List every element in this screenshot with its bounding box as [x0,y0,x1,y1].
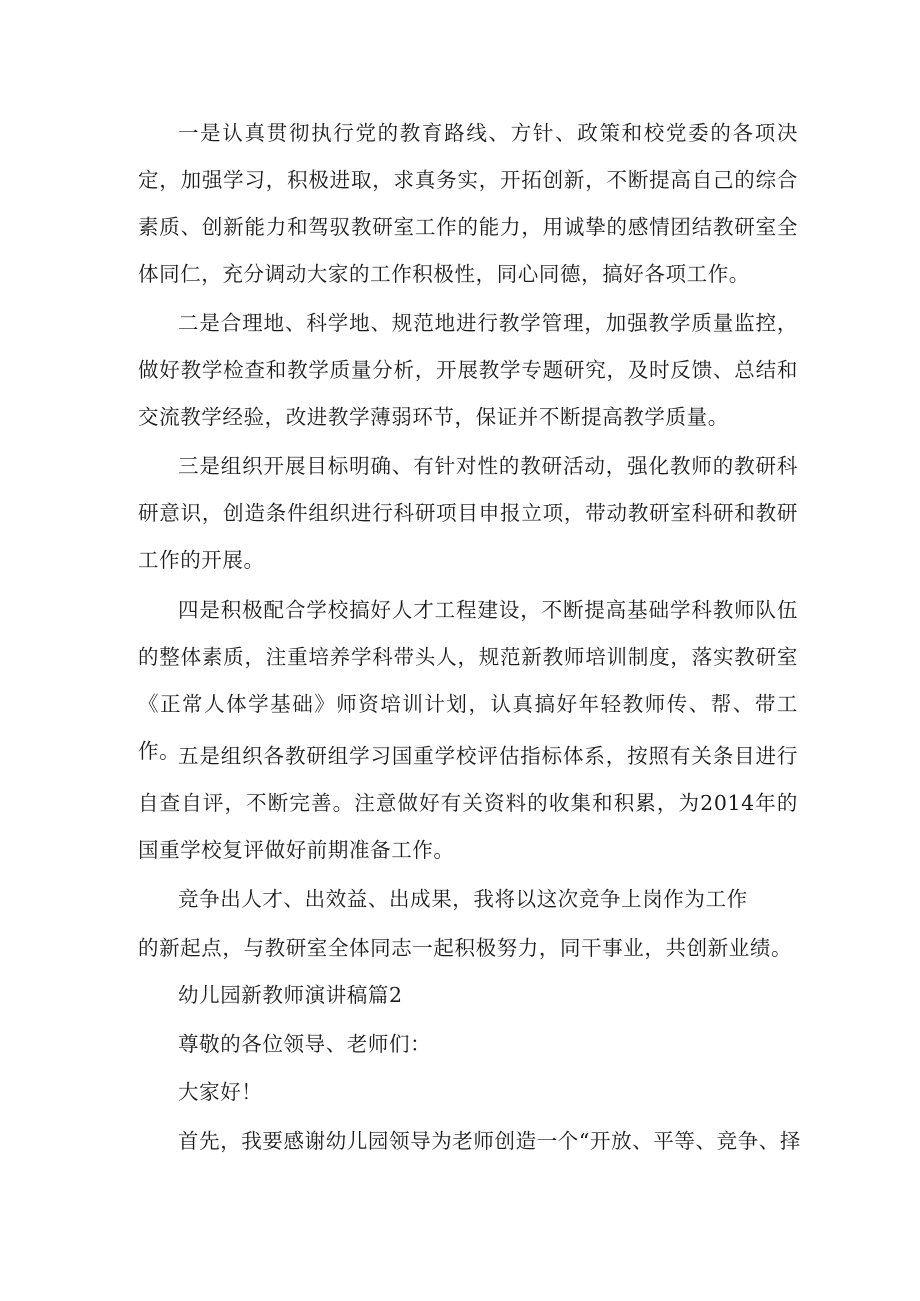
last-paragraph: 首先，我要感谢幼儿园领导为老师创造一个“开放、平等、竞争、择 [178,1129,801,1153]
section-title: 幼儿园新教师演讲稿篇2 [178,983,403,1007]
greeting: 大家好！ [178,1080,263,1104]
paragraph-5: 五是组织各教研组学习国重学校评估指标体系，按照有关条目进行自查自评，不断完善。注意做好有关资料的收集和积累，为2014年的国重学校复评做好前期准备工作。 [138,744,798,862]
closing-line-1: 竞争出人才、出效益、出成果，我将以这次竞争上岗作为工作 [178,887,748,911]
paragraph-1: 一是认真贯彻执行党的教育路线、方针、政策和校党委的各项决定，加强学习，积极进取，求真务实，开拓创新，不断提高自己的综合素质、创新能力和驾驭教研室工作的能力，用诚挚的感情团结教研室全体同仁，充分调动大家的工作积极性，同心同德，搞好各项工作。 [138,121,798,286]
paragraph-3: 三是组织开展目标明确、有针对性的教研活动，强化教师的教研科研意识，创造条件组织进行科研项目申报立项，带动教研室科研和教研工作的开展。 [138,454,798,572]
paragraph-2: 二是合理地、科学地、规范地进行教学管理，加强教学质量监控，做好教学检查和教学质量分析，开展教学专题研究，及时反馈、总结和交流教学经验，改进教学薄弱环节，保证并不断提高教学质量。 [138,311,798,429]
paragraph-4: 四是积极配合学校搞好人才工程建设，不断提高基础学科教师队伍的整体素质，注重培养学科带头人，规范新教师培训制度，落实教研室《正常人体学基础》师资培训计划，认真搞好年轻教师传、帮、带工作。 [138,598,798,763]
salutation: 尊敬的各位领导、老师们： [178,1032,432,1056]
closing-line-2: 的新起点，与教研室全体同志一起积极努力，同干事业，共创新业绩。 [138,936,793,960]
